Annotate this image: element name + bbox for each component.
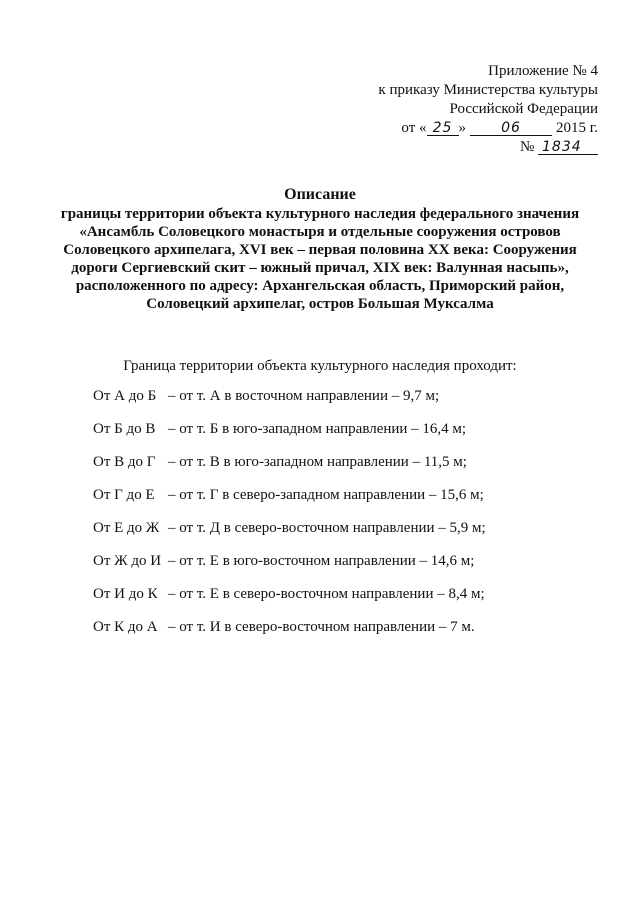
segment-from: От Б до В	[93, 421, 156, 437]
appendix-label: Приложение № 4	[488, 63, 598, 79]
date-year: 2015 г.	[556, 120, 598, 136]
date-month: 06	[470, 121, 552, 136]
boundary-intro: Граница территории объекта культурного наследия проходит:	[123, 358, 517, 374]
number-prefix: №	[519, 139, 535, 155]
ministry-name: Российской Федерации	[449, 101, 598, 117]
segment-description: – от т. Е в северо-восточном направлении – 8,4 м;	[168, 586, 485, 602]
segment-description: – от т. И в северо-восточном направлении – 7 м.	[168, 619, 475, 635]
segment-row	[93, 485, 486, 518]
segment-from: От В до Г	[93, 454, 156, 470]
segment-row	[93, 518, 486, 551]
segment-description: – от т. Д в северо-восточном направлении – 5,9 м;	[168, 520, 486, 536]
segment-row	[93, 419, 486, 452]
title-heading: Описание	[284, 186, 356, 203]
segment-from: От А до Б	[93, 388, 157, 404]
date-mid: »	[458, 120, 467, 136]
segment-from: От К до А	[93, 619, 158, 635]
order-date	[378, 119, 598, 138]
segment-from: От Г до Е	[93, 487, 155, 503]
segment-description: – от т. Г в северо-западном направлении – 15,6 м;	[168, 487, 484, 503]
segment-from: От Ж до И	[93, 553, 162, 569]
appendix-header	[378, 62, 598, 157]
boundary-segments	[93, 386, 486, 650]
segment-from: От И до К	[93, 586, 158, 602]
segment-row	[93, 386, 486, 419]
segment-description: – от т. Е в юго-восточном направлении – 14,6 м;	[168, 553, 475, 569]
date-day: 25	[427, 121, 459, 136]
order-reference: к приказу Министерства культуры	[378, 82, 598, 98]
order-number	[378, 138, 598, 157]
segment-row	[93, 452, 486, 485]
document-title	[60, 186, 580, 313]
date-prefix: от «	[401, 120, 427, 136]
segment-description: – от т. В в юго-западном направлении – 11,5 м;	[168, 454, 467, 470]
segment-description: – от т. Б в юго-западном направлении – 16,4 м;	[168, 421, 467, 437]
segment-from: От Е до Ж	[93, 520, 160, 536]
segment-description: – от т. А в восточном направлении – 9,7 м;	[168, 388, 440, 404]
segment-row	[93, 617, 486, 650]
number-value: 1834	[538, 140, 598, 155]
segment-row	[93, 584, 486, 617]
segment-row	[93, 551, 486, 584]
title-body: границы территории объекта культурного наследия федерального значения «Ансамбль Соловецкого монастыря и отдельные сооружения островов Соловецкого архипелага, XVI век – первая половина XX века: Сооружения дороги Сергиевский скит – южный причал, XIX век: Валунная насыпь», расположенного по адресу: Архангельская область, Приморский район, Соловецкий архипелаг, остров Большая Муксалма	[60, 206, 580, 312]
